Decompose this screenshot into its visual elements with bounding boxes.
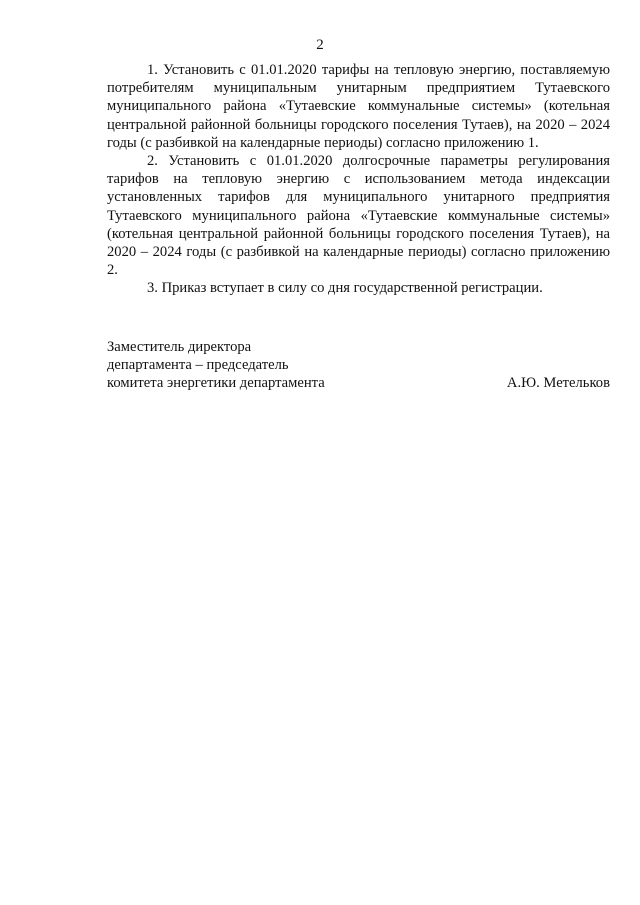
signer-position-line-3: комитета энергетики департамента bbox=[107, 375, 325, 392]
signature-block bbox=[107, 338, 610, 393]
order-item-1: 1. Установить с 01.01.2020 тарифы на тепловую энергию, поставляемую потребителям муниципальным унитарным предприятием Тутаевского муниципального района «Тутаевские коммунальные системы» (котельная центральной районной больницы городского поселения Тутаев), на 2020 – 2024 годы (с разбивкой на календарные периоды) согласно приложению 1. bbox=[107, 62, 610, 151]
signer-name: А.Ю. Метельков bbox=[506, 375, 610, 392]
signer-position-line-1: Заместитель директора bbox=[107, 339, 252, 355]
order-item-3: 3. Приказ вступает в силу со дня государственной регистрации. bbox=[147, 280, 543, 297]
order-body bbox=[107, 61, 610, 298]
signer-position-line-2: департамента – председатель bbox=[107, 357, 289, 374]
page-number: 2 bbox=[316, 37, 324, 53]
signer-row bbox=[107, 374, 610, 392]
order-item-2: 2. Установить с 01.01.2020 долгосрочные параметры регулирования тарифов на тепловую энергию с использованием метода индексации установленных тарифов для муниципального унитарного предприятия Тутаевского муниципального района «Тутаевские коммунальные системы» (котельная центральной районной больницы городского поселения Тутаев), на 2020 – 2024 годы (с разбивкой на календарные периоды) согласно приложению 2. bbox=[107, 153, 610, 279]
